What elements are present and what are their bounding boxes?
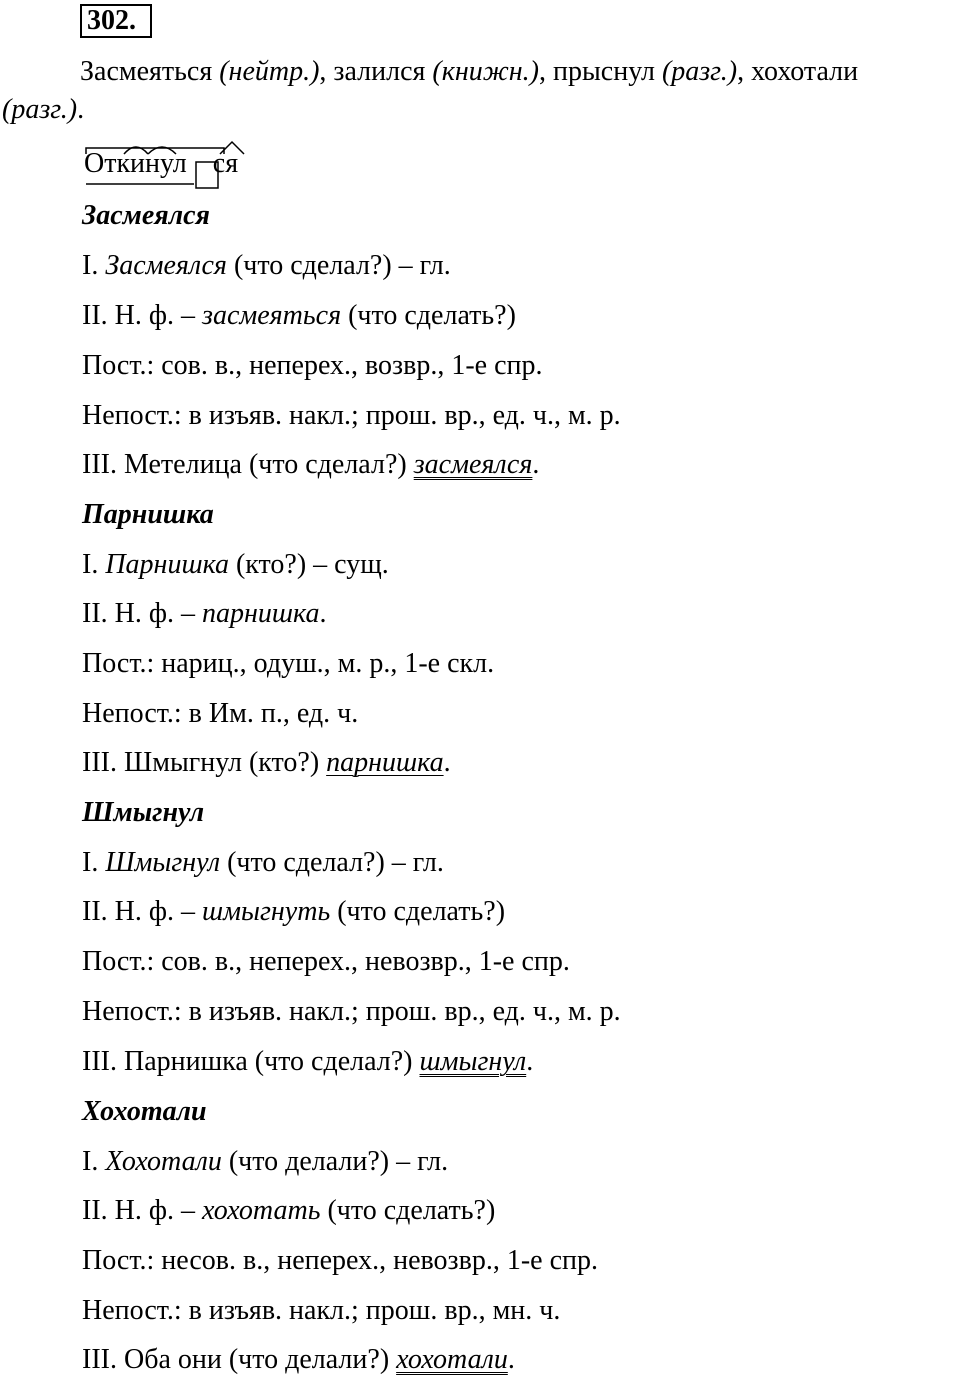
- parse-line-1: I. Засмеялся (что сделал?) – гл.: [82, 250, 451, 281]
- parse-line-3: Пост.: сов. в., неперех., невозвр., 1-е спр.: [82, 946, 570, 977]
- parse-line-2: II. Н. ф. – парнишка.: [82, 598, 327, 629]
- parse-line-3: Пост.: нариц., одуш., м. р., 1-е скл.: [82, 648, 495, 679]
- parse-line-2: II. Н. ф. – хохотать (что сделать?): [82, 1195, 496, 1226]
- exercise-number: 302.: [80, 4, 152, 38]
- parse-line-1: I. Шмыгнул (что сделал?) – гл.: [82, 847, 444, 878]
- section-heading: Хохотали: [82, 1096, 207, 1127]
- parse-line-3: Пост.: сов. в., неперех., возвр., 1-е спр.: [82, 350, 543, 381]
- intro-line-2: (разг.).: [2, 94, 85, 125]
- parse-line-5: III. Оба они (что делали?) хохотали.: [82, 1344, 515, 1375]
- parse-line-5: III. Шмыгнул (кто?) парнишка.: [82, 747, 451, 778]
- parse-line-5: III. Парнишка (что сделал?) шмыгнул.: [82, 1046, 534, 1077]
- section-heading: Шмыгнул: [82, 797, 205, 828]
- section-heading: Засмеялся: [82, 200, 210, 231]
- parse-line-2: II. Н. ф. – шмыгнуть (что сделать?): [82, 896, 506, 927]
- intro-line-1: Засмеяться (нейтр.), залился (книжн.), прыснул (разг.), хохотали: [80, 56, 859, 87]
- parse-line-5: III. Метелица (что сделал?) засмеялся.: [82, 449, 540, 480]
- section-heading: Парнишка: [82, 499, 214, 530]
- parse-line-4: Непост.: в Им. п., ед. ч.: [82, 698, 359, 729]
- morph-stem: Откинул: [84, 148, 187, 179]
- parse-line-3: Пост.: несов. в., неперех., невозвр., 1-е спр.: [82, 1245, 599, 1276]
- parse-line-4: Непост.: в изъяв. накл.; прош. вр., мн. ч.: [82, 1295, 561, 1326]
- morph-suffix: ся: [212, 148, 239, 179]
- parse-line-4: Непост.: в изъяв. накл.; прош. вр., ед. ч., м. р.: [82, 400, 621, 431]
- parse-line-1: I. Хохотали (что делали?) – гл.: [82, 1146, 449, 1177]
- morpheme-parse-word: [84, 140, 254, 190]
- parse-line-2: II. Н. ф. – засмеяться (что сделать?): [82, 300, 516, 331]
- parse-line-1: I. Парнишка (кто?) – сущ.: [82, 549, 389, 580]
- parse-line-4: Непост.: в изъяв. накл.; прош. вр., ед. ч., м. р.: [82, 996, 621, 1027]
